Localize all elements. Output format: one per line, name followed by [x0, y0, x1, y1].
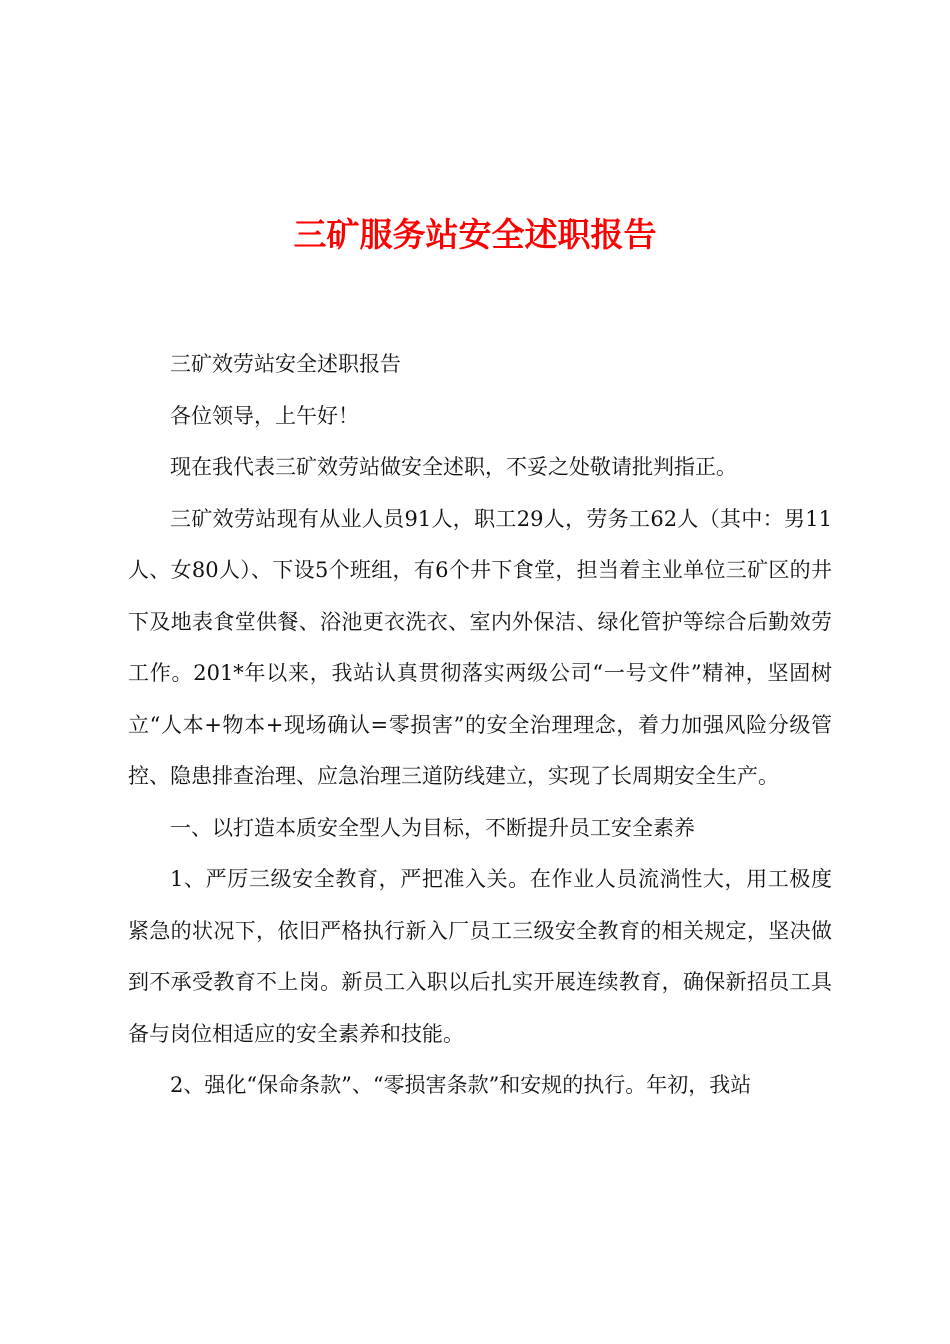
paragraph-heading-repeat: 三矿效劳站安全述职报告: [170, 352, 401, 376]
section-heading-1: 一、以打造本质安全型人为目标，不断提升员工安全素养: [170, 815, 695, 840]
paragraph-overview: 三矿效劳站现有从业人员91人，职工29人，劳务工62人（其中：男11人、女80人）、下设5个班组，有6个井下食堂，担当着主业单位三矿区的井下及地表食堂供餐、浴池更衣洗衣、室内外保洁、绿化管护等综合后勤效劳工作。201*年以来，我站认真贯彻落实两级公司“一号文件”精神，坚固树立“人本+物本+现场确认=零损害”的安全治理理念，着力加强风险分级管控、隐患排查治理、应急治理三道防线建立，实现了长周期安全生产。: [128, 506, 832, 788]
paragraph-greeting: 各位领导，上午好！: [170, 403, 359, 428]
paragraph-intro: 现在我代表三矿效劳站做安全述职，不妥之处敬请批判指正。: [170, 455, 737, 479]
document-body: [128, 339, 832, 1112]
document-title: 三矿服务站安全述职报告: [293, 215, 657, 254]
paragraph-item-1: 1、严厉三级安全教育，严把准入关。在作业人员流淌性大，用工极度紧急的状况下，依旧严格执行新入厂员工三级安全教育的相关规定，坚决做到不承受教育不上岗。新员工入职以后扎实开展连续教育，确保新招员工具备与岗位相适应的安全素养和技能。: [128, 867, 832, 1046]
paragraph-item-2: 2、强化“保命条款”、“零损害条款”和安规的执行。年初，我站: [170, 1073, 752, 1097]
